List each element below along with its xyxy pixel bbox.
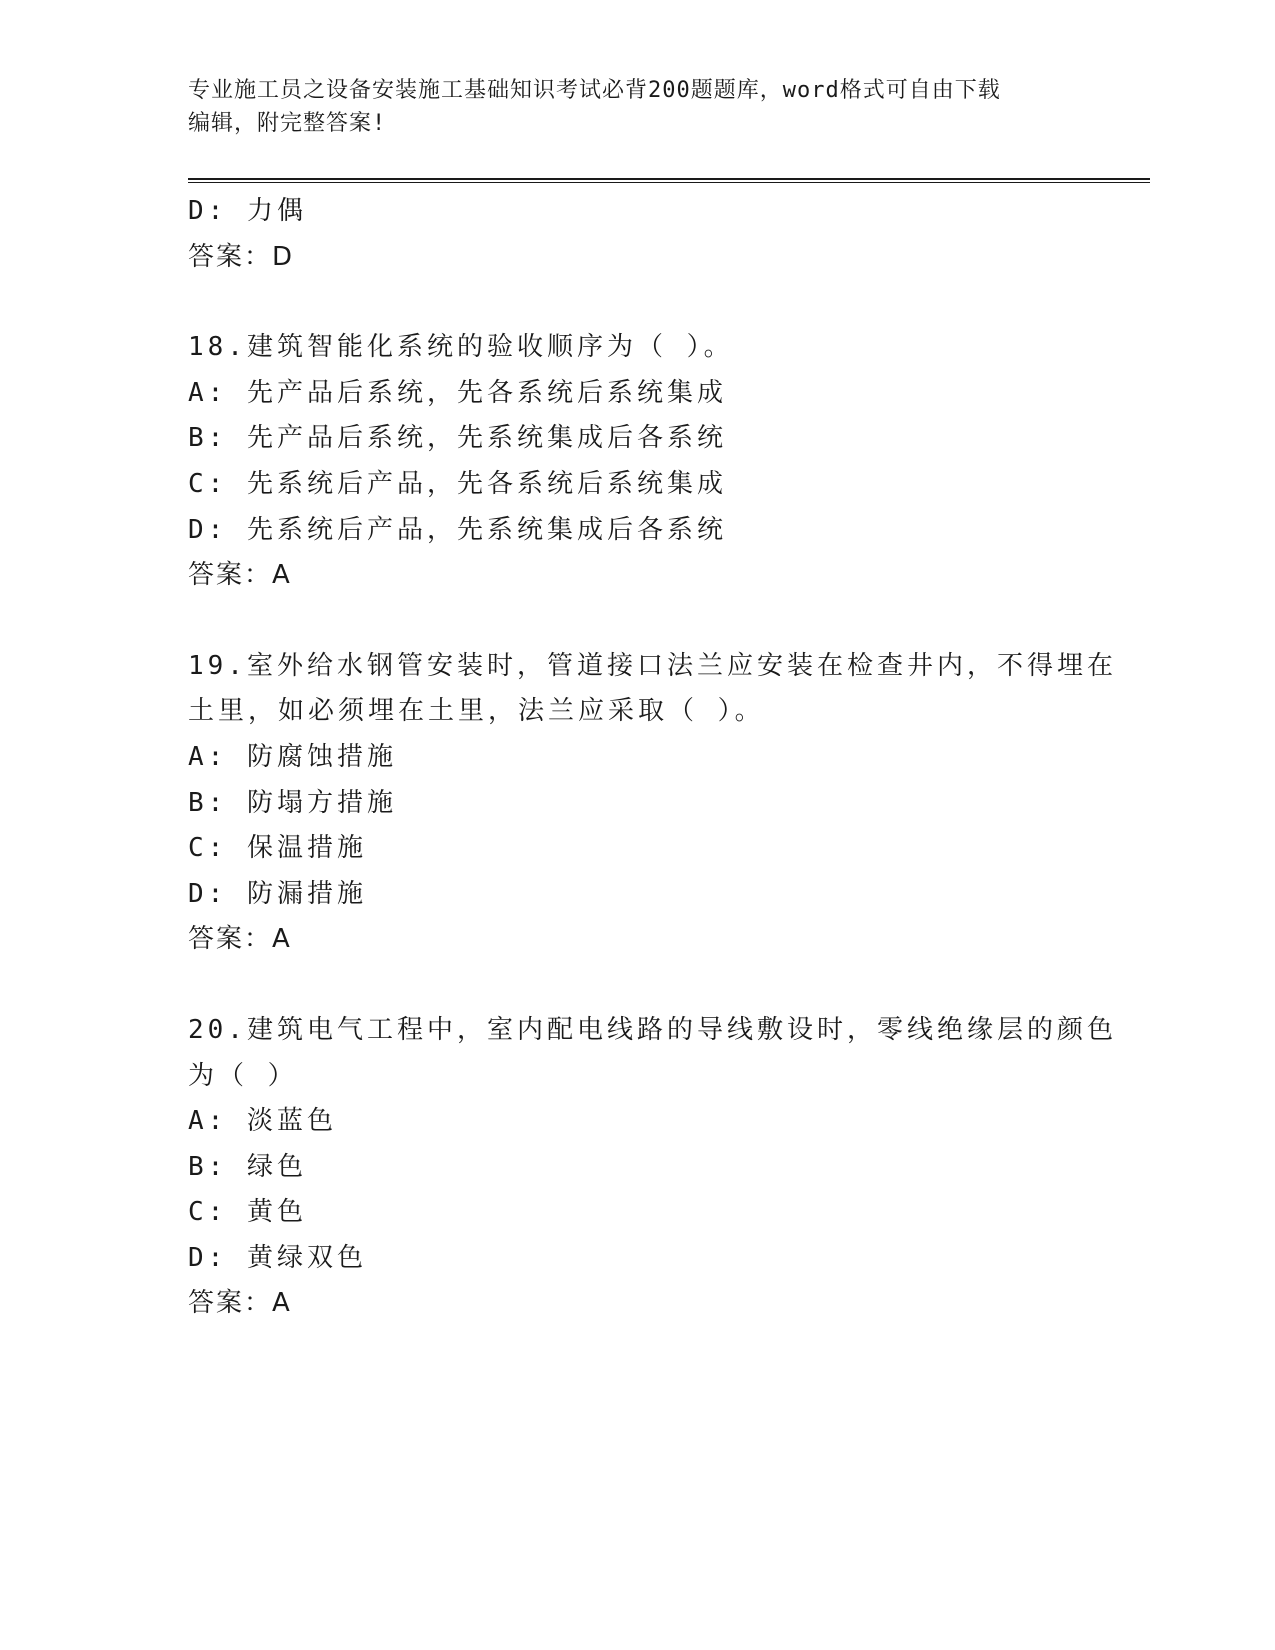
question-list [188,189,1117,1327]
question-text-line-1: 20.建筑电气工程中，室内配电线路的导线敷设时，零线绝缘层的颜色 [188,1014,1117,1045]
answer: 答案：A [188,560,292,591]
option-d: D: 力偶 [188,196,307,226]
question-18 [188,325,1088,599]
question-20 [188,1008,1117,1327]
header-line-2: 编辑，附完整答案! [188,111,387,136]
page-header [188,74,1088,140]
option-b: B: 先产品后系统，先系统集成后各系统 [188,423,727,454]
option-a: A: 淡蓝色 [188,1106,337,1137]
answer: 答案：A [188,1288,292,1319]
option-a: A: 防腐蚀措施 [188,741,397,772]
option-c: C: 黄色 [188,1197,307,1228]
option-b: B: 防塌方措施 [188,787,397,818]
option-d: D: 黄绿双色 [188,1242,367,1273]
header-divider-thin [188,182,1150,183]
option-d: D: 防漏措施 [188,878,367,909]
question-17-tail [188,189,1088,280]
question-text-line-1: 19.室外给水钢管安装时，管道接口法兰应安装在检查井内，不得埋在 [188,650,1117,681]
header-line-1: 专业施工员之设备安装施工基础知识考试必背200题题库，word格式可自由下载 [188,78,1001,103]
option-c: C: 保温措施 [188,833,367,864]
option-c: C: 先系统后产品，先各系统后系统集成 [188,468,727,499]
header-divider-thick [188,178,1150,180]
answer: 答案：D [188,241,295,272]
question-text-line-2: 土里，如必须埋在土里，法兰应采取（ ）。 [188,696,765,727]
question-text: 18.建筑智能化系统的验收顺序为（ ）。 [188,332,734,363]
option-d: D: 先系统后产品，先系统集成后各系统 [188,514,727,545]
question-text-line-2: 为（ ） [188,1060,298,1091]
option-b: B: 绿色 [188,1151,307,1182]
question-19 [188,644,1117,963]
option-a: A: 先产品后系统，先各系统后系统集成 [188,377,727,408]
answer: 答案：A [188,924,292,955]
